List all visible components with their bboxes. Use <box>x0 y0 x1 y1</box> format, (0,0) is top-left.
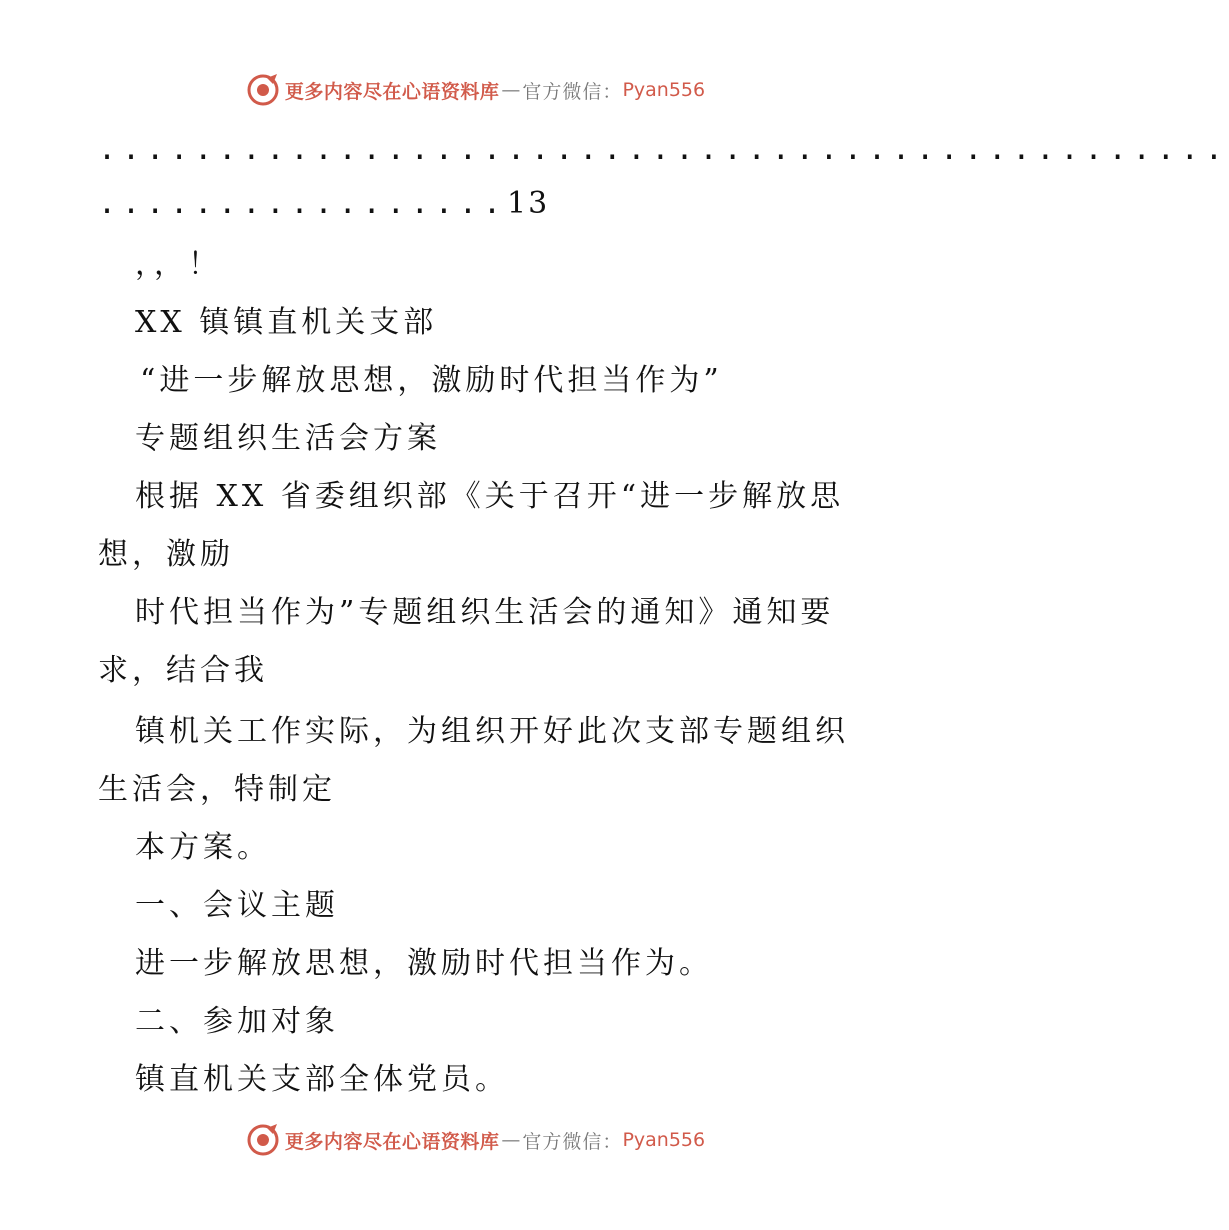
watermark-sub-text: 官方微信： <box>522 80 623 103</box>
doc-paragraph-line: 本方案。 <box>135 830 271 865</box>
doc-paragraph-line: 根据 XX 省委组织部《关于召开“进一步解放思 <box>135 479 845 514</box>
doc-paragraph-line: 想，激励 <box>98 537 234 572</box>
footer-watermark <box>0 1120 950 1160</box>
doc-paragraph-line: 时代担当作为”专题组织生活会的通知》通知要 <box>135 595 835 630</box>
toc-leader-dots: ............................................... <box>98 132 1229 167</box>
pen-logo-icon <box>245 72 281 108</box>
doc-paragraph-line: 求，结合我 <box>98 653 268 688</box>
doc-section-heading-2: 二、参加对象 <box>135 1004 339 1039</box>
toc-page-number: 13 <box>507 186 550 221</box>
doc-section-body-1: 进一步解放思想，激励时代担当作为。 <box>135 946 713 981</box>
doc-plan-title: 专题组织生活会方案 <box>135 421 441 456</box>
watermark-wechat-id: Pyan556 <box>622 1129 706 1151</box>
watermark-main-text: 更多内容尽在心语资料库 <box>284 80 500 103</box>
doc-section-body-2: 镇直机关支部全体党员。 <box>135 1062 509 1097</box>
doc-section-heading-1: 一、会议主题 <box>135 888 339 923</box>
doc-line-punct: ，，！ <box>135 247 222 282</box>
doc-paragraph-line: 生活会，特制定 <box>98 772 336 807</box>
toc-leader-row <box>98 186 549 221</box>
watermark-dash: — <box>501 1129 521 1151</box>
toc-leader-dots-2: ................. <box>98 186 508 221</box>
watermark-dash: — <box>501 79 521 101</box>
header-watermark <box>0 70 950 110</box>
doc-paragraph-line: 镇机关工作实际，为组织开好此次支部专题组织 <box>135 714 849 749</box>
doc-branch-title: XX 镇镇直机关支部 <box>135 305 438 340</box>
watermark-main-text: 更多内容尽在心语资料库 <box>284 1130 500 1153</box>
watermark-wechat-id: Pyan556 <box>622 79 706 101</box>
doc-theme-title: “进一步解放思想，激励时代担当作为” <box>140 363 723 398</box>
pen-logo-icon <box>245 1122 281 1158</box>
watermark-sub-text: 官方微信： <box>522 1130 623 1153</box>
